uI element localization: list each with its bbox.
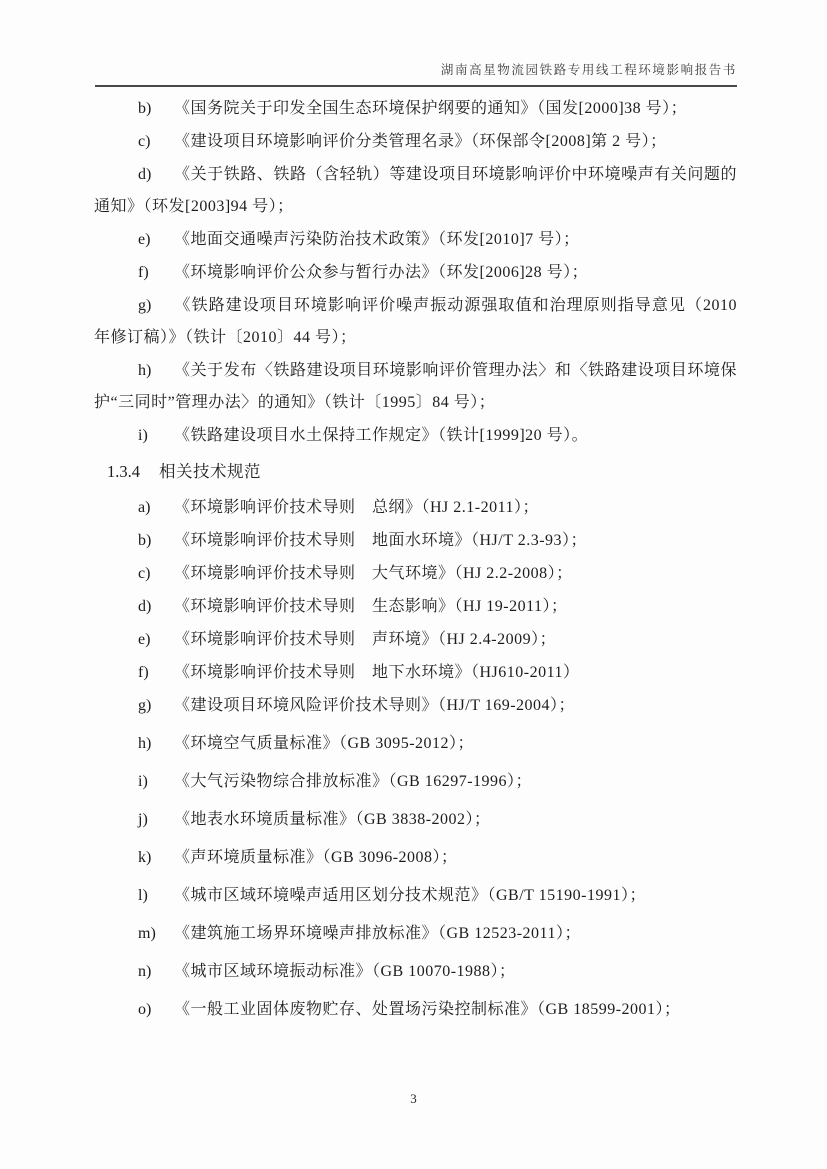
- list-item: [94, 224, 737, 256]
- page-footer: [0, 1090, 827, 1108]
- list-item-text: 《建设项目环境影响评价分类管理名录》（环保部令[2008]第 2 号）；: [174, 133, 667, 150]
- list-item-label: f): [138, 664, 149, 681]
- list-item-label: o): [138, 1001, 152, 1018]
- list-item-label: c): [138, 565, 151, 582]
- list-item: [94, 591, 737, 623]
- list-item: [94, 994, 737, 1026]
- standards-list: [94, 492, 737, 1026]
- list-item-label: m): [138, 925, 156, 942]
- list-item: [94, 355, 737, 419]
- page-number: 3: [410, 1091, 417, 1106]
- list-item-text: 《铁路建设项目水土保持工作规定》（铁计[1999]20 号）。: [174, 427, 589, 444]
- list-item-label: g): [138, 297, 152, 314]
- list-item-label: i): [138, 773, 148, 790]
- list-item-text: 《环境影响评价技术导则 大气环境》（HJ 2.2-2008）；: [174, 565, 573, 582]
- list-item: [94, 880, 737, 912]
- list-item-label: b): [138, 100, 152, 117]
- list-item-label: n): [138, 963, 152, 980]
- list-item-text: 《大气污染物综合排放标准》（GB 16297-1996）；: [174, 773, 533, 790]
- page-header: [95, 60, 737, 87]
- list-item-label: e): [138, 231, 151, 248]
- list-item-label: h): [138, 362, 152, 379]
- list-item-text: 《城市区域环境噪声适用区划分技术规范》（GB/T 15190-1991）；: [174, 887, 646, 904]
- list-item: [94, 420, 737, 452]
- list-item: [94, 525, 737, 557]
- list-item-label: d): [138, 166, 152, 183]
- section-title: 相关技术规范: [159, 462, 261, 481]
- list-item-text: 《城市区域环境振动标准》（GB 10070-1988）；: [174, 963, 516, 980]
- list-item: [94, 492, 737, 524]
- list-item-label: a): [138, 499, 151, 516]
- list-item-label: h): [138, 735, 152, 752]
- list-item: [94, 93, 737, 125]
- list-item-text: 《环境影响评价技术导则 生态影响》（HJ 19-2011）；: [174, 598, 568, 615]
- list-item: [94, 624, 737, 656]
- list-item-text: 《建筑施工场界环境噪声排放标准》（GB 12523-2011）；: [174, 925, 581, 942]
- list-item: [94, 690, 737, 722]
- list-item-text: 《声环境质量标准》（GB 3096-2008）；: [174, 849, 458, 866]
- section-heading: [107, 455, 737, 489]
- list-item-text: 《环境影响评价技术导则 总纲》（HJ 2.1-2011）；: [174, 499, 540, 516]
- list-item-text: 《环境影响评价技术导则 声环境》（HJ 2.4-2009）；: [174, 631, 557, 648]
- list-item: [94, 159, 737, 223]
- list-item: [94, 290, 737, 354]
- list-item: [94, 956, 737, 988]
- regulation-list: [94, 93, 737, 452]
- list-item-label: c): [138, 133, 151, 150]
- list-item: [94, 918, 737, 950]
- list-item-label: j): [138, 811, 148, 828]
- list-item-text: 《地面交通噪声污染防治技术政策》（环发[2010]7 号）；: [174, 231, 580, 248]
- list-item-label: i): [138, 427, 148, 444]
- list-item-text: 《关于铁路、铁路（含轻轨）等建设项目环境影响评价中环境噪声有关问题的通知》（环发[2003]94 号）；: [94, 166, 737, 215]
- list-item-text: 《环境影响评价技术导则 地下水环境》（HJ610-2011）: [174, 664, 580, 681]
- list-item: [94, 558, 737, 590]
- list-item: [94, 728, 737, 760]
- list-item-label: b): [138, 532, 152, 549]
- list-item: [94, 804, 737, 836]
- list-item-text: 《国务院关于印发全国生态环境保护纲要的通知》（国发[2000]38 号）；: [174, 100, 688, 117]
- list-item-label: g): [138, 697, 152, 714]
- list-item: [94, 257, 737, 289]
- list-item-text: 《地表水环境质量标准》（GB 3838-2002）；: [174, 811, 491, 828]
- list-item-text: 《环境影响评价技术导则 地面水环境》（HJ/T 2.3-93）；: [174, 532, 588, 549]
- list-item: [94, 657, 737, 689]
- list-item: [94, 766, 737, 798]
- list-item-label: f): [138, 264, 149, 281]
- list-item: [94, 842, 737, 874]
- section-number: 1.3.4: [107, 462, 140, 481]
- list-item-label: l): [138, 887, 148, 904]
- list-item-text: 《一般工业固体废物贮存、处置场污染控制标准》（GB 18599-2001）；: [174, 1001, 681, 1018]
- page-content: [94, 93, 737, 1026]
- list-item-text: 《建设项目环境风险评价技术导则》（HJ/T 169-2004）；: [174, 697, 576, 714]
- list-item-text: 《铁路建设项目环境影响评价噪声振动源强取值和治理原则指导意见（2010 年修订稿）》（铁计〔2010〕44 号）；: [94, 297, 737, 346]
- list-item-label: e): [138, 631, 151, 648]
- header-title: 湖南高星物流园铁路专用线工程环境影响报告书: [440, 63, 737, 77]
- list-item-label: d): [138, 598, 152, 615]
- list-item-text: 《关于发布〈铁路建设项目环境影响评价管理办法〉和〈铁路建设项目环境保护“三同时”管理办法〉的通知》（铁计〔1995〕84 号）；: [94, 362, 737, 411]
- list-item-label: k): [138, 849, 152, 866]
- list-item-text: 《环境影响评价公众参与暂行办法》（环发[2006]28 号）；: [174, 264, 589, 281]
- list-item-text: 《环境空气质量标准》（GB 3095-2012）；: [174, 735, 475, 752]
- list-item: [94, 126, 737, 158]
